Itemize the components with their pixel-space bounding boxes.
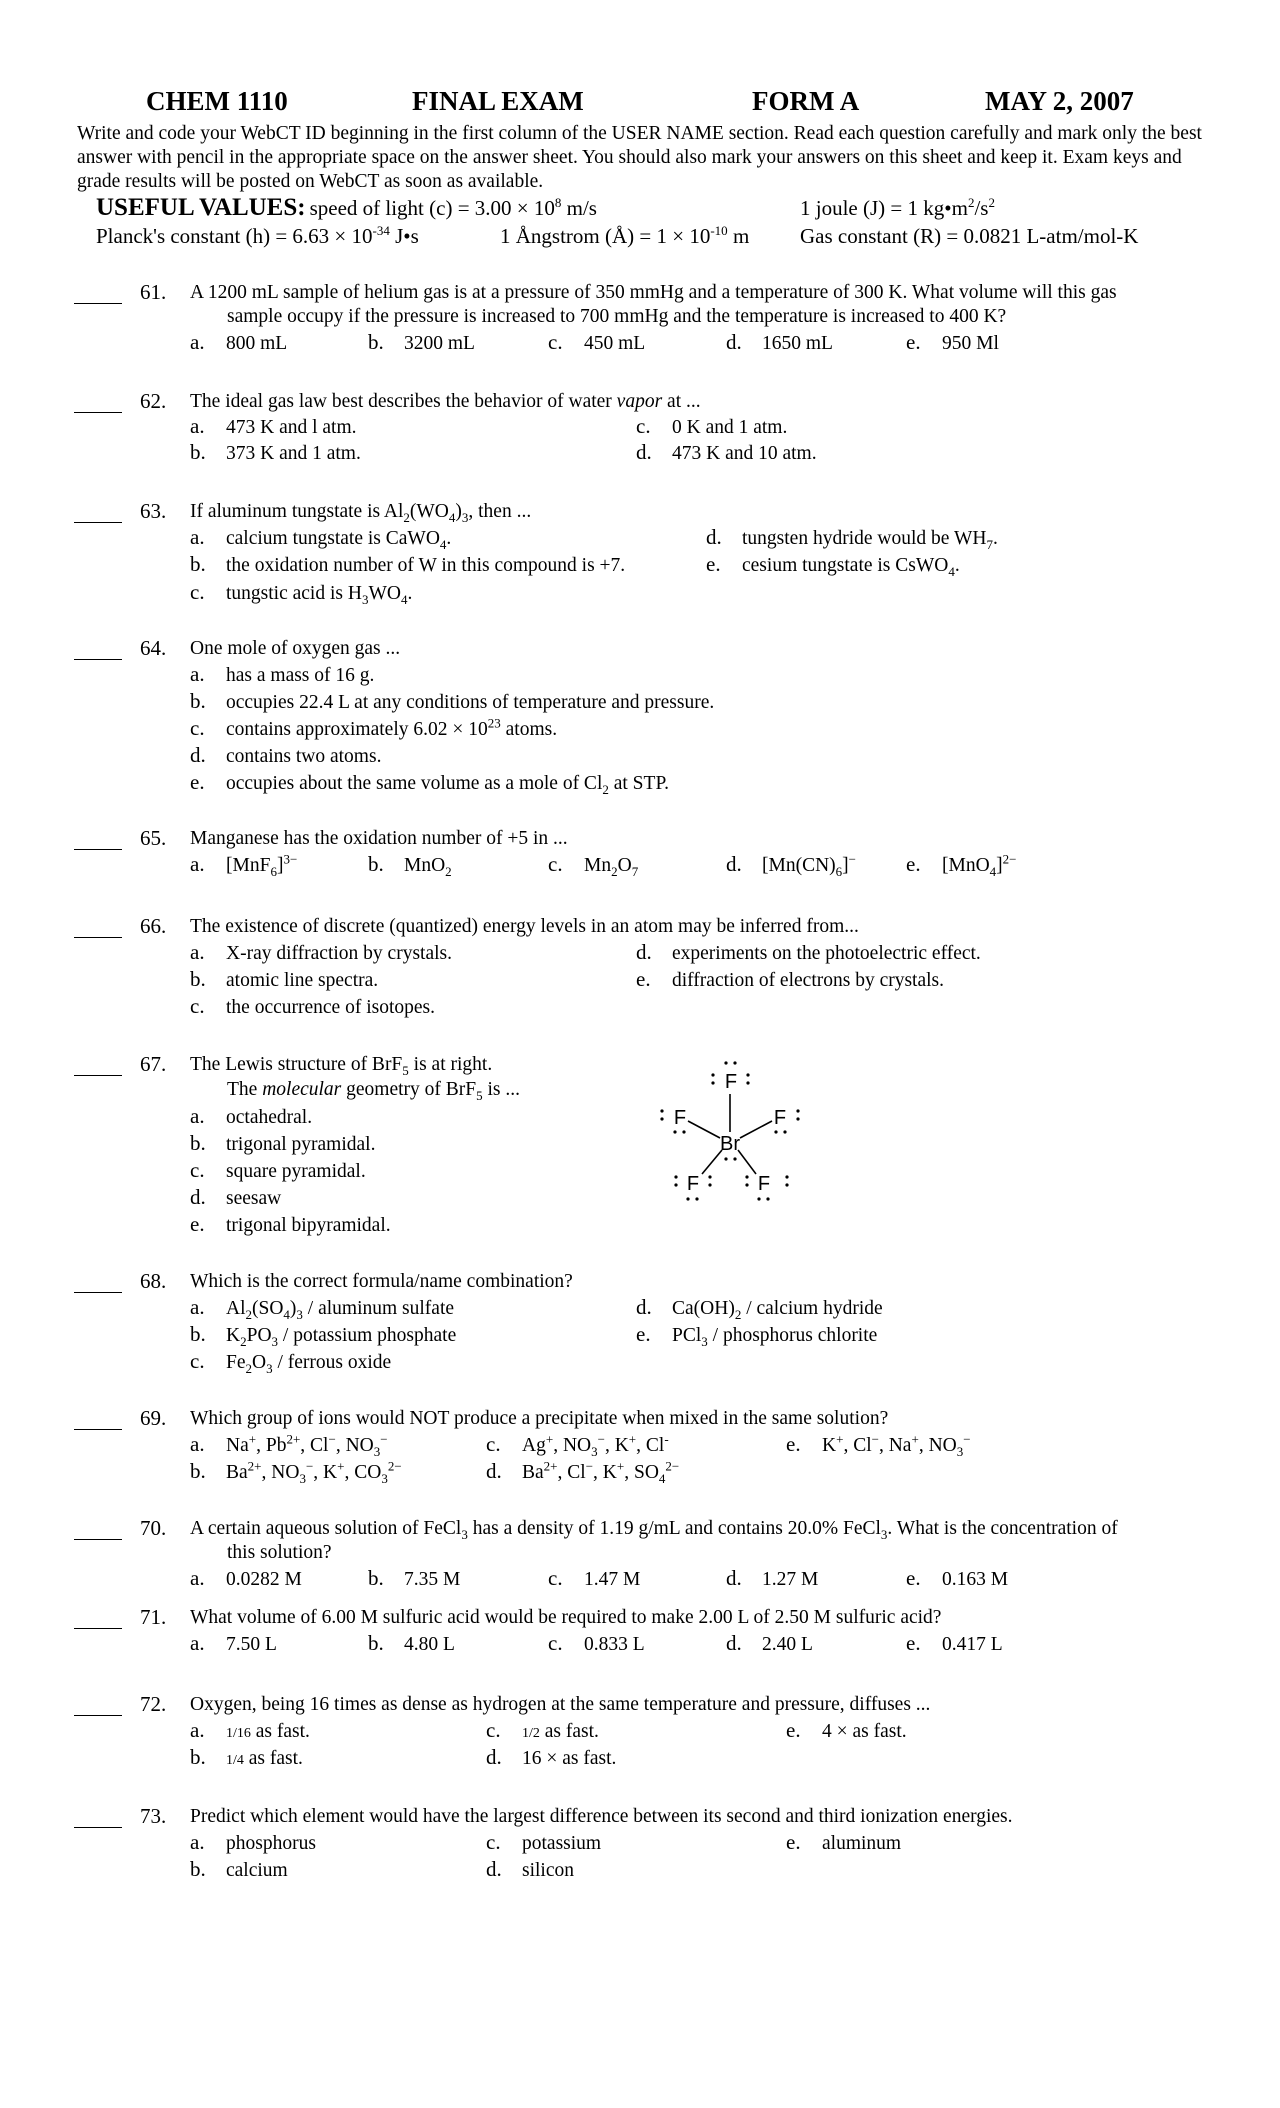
answer-blank[interactable]	[74, 1429, 122, 1430]
answer-blank[interactable]	[74, 1827, 122, 1828]
question-stem: The ideal gas law best describes the behavior of water vapor at ...	[190, 391, 701, 412]
option-a: a. phosphorus	[190, 1830, 316, 1854]
option-c: c. Ag+, $NO_3^-$, K+, Cl-	[486, 1431, 669, 1459]
answer-blank[interactable]	[74, 1292, 122, 1293]
question-stem: Predict which element would have the largest difference between its second and third ionization energies.	[190, 1806, 1013, 1827]
option-b: b. 373 K and 1 atm.	[190, 440, 361, 464]
atom-f-top: F	[724, 1071, 738, 1093]
question-stem: Manganese has the oxidation number of +5 in ...	[190, 828, 568, 849]
atom-f-lower-right: F	[757, 1173, 771, 1195]
option-c: c. 0 K and 1 atm.	[636, 414, 788, 438]
option-b: b. atomic line spectra.	[190, 967, 379, 991]
question-stem-cont: The molecular geometry of BrF$_5$ is ...	[227, 1079, 521, 1103]
answer-blank[interactable]	[74, 412, 122, 413]
question-stem-cont: this solution?	[227, 1542, 332, 1563]
option-d: d. experiments on the photoelectric effect.	[636, 940, 981, 964]
option-e: e. cesium tungstate is CsWO$_4$.	[706, 552, 960, 579]
question-stem: Which group of ions would NOT produce a precipitate when mixed in the same solution?	[190, 1408, 889, 1429]
question-number: 63.	[140, 499, 167, 523]
option-d: d. $Ba^{2+}$, Cl−, K+, $SO_4^{2-}$	[486, 1458, 680, 1486]
option-d: d. tungsten hydride would be $WH_7$.	[706, 525, 998, 552]
question-number: 64.	[140, 636, 167, 660]
question-stem: One mole of oxygen gas ...	[190, 638, 401, 659]
answer-blank[interactable]	[74, 1075, 122, 1076]
exam-form: FORM A	[752, 86, 860, 116]
option-b: b. 7.35 M	[368, 1566, 461, 1590]
angstrom-definition: 1 Ångstrom (Å) = $1 \times 10^{-10}$ m	[500, 223, 750, 248]
option-d: d. 2.40 L	[726, 1631, 813, 1655]
question-number: 66.	[140, 914, 167, 938]
atom-f-left: F	[673, 1107, 687, 1129]
option-b: b. 3200 mL	[368, 330, 475, 354]
option-d: d. 16 × as fast.	[486, 1745, 617, 1769]
option-c: c. tungstic acid is $H_3WO_4$.	[190, 580, 413, 607]
option-b: b. calcium	[190, 1857, 288, 1881]
answer-blank[interactable]	[74, 522, 122, 523]
option-b: b. occupies 22.4 L at any conditions of temperature and pressure.	[190, 689, 715, 713]
brf5-lewis-structure	[650, 1056, 810, 1206]
option-e: e. aluminum	[786, 1830, 902, 1854]
option-c: c. contains approximately $6.02 \times 10^{23}$ atoms.	[190, 715, 558, 740]
option-b: b. $K_2PO_3$ / potassium phosphate	[190, 1322, 457, 1349]
question-number: 67.	[140, 1052, 167, 1076]
question-stem: Oxygen, being 16 times as dense as hydrogen at the same temperature and pressure, diffuses ...	[190, 1694, 931, 1715]
answer-blank[interactable]	[74, 303, 122, 304]
option-a: a. $[MnF_6]^{3-}$	[190, 851, 298, 879]
option-a: a. 7.50 L	[190, 1631, 277, 1655]
option-a: a. $Al_2(SO_4)_3$ / aluminum sulfate	[190, 1295, 455, 1322]
option-d: d. contains two atoms.	[190, 743, 382, 767]
option-c: c. $Fe_2O_3$ / ferrous oxide	[190, 1349, 392, 1376]
option-a: a. calcium tungstate is CaWO$_4$.	[190, 525, 452, 552]
option-a: a. 1/16 as fast.	[190, 1718, 310, 1742]
option-d: d. 1650 mL	[726, 330, 833, 354]
option-e: e. K+, Cl−, Na+, $NO_3^-$	[786, 1431, 971, 1459]
option-e: e. 4 × as fast.	[786, 1718, 907, 1742]
option-e: e. 950 Ml	[906, 330, 999, 354]
question-number: 68.	[140, 1269, 167, 1293]
option-a: a. X-ray diffraction by crystals.	[190, 940, 452, 964]
option-c: c. the occurrence of isotopes.	[190, 994, 435, 1018]
option-d: d. seesaw	[190, 1185, 282, 1209]
bond-left	[688, 1121, 720, 1138]
option-a: a. Na+, $Pb^{2+}$, Cl−, $NO_3^-$	[190, 1431, 388, 1459]
option-a: a. has a mass of 16 g.	[190, 662, 375, 686]
option-d: d. 1.27 M	[726, 1566, 819, 1590]
answer-blank[interactable]	[74, 1539, 122, 1540]
option-e: e. diffraction of electrons by crystals.	[636, 967, 945, 991]
option-c: c. square pyramidal.	[190, 1158, 366, 1182]
course-title: CHEM 1110	[146, 86, 288, 116]
answer-blank[interactable]	[74, 1628, 122, 1629]
option-d: d. 473 K and 10 atm.	[636, 440, 817, 464]
answer-blank[interactable]	[74, 659, 122, 660]
question-number: 61.	[140, 280, 167, 304]
question-stem-cont: sample occupy if the pressure is increased to 700 mmHg and the temperature is increased to 400 K?	[227, 306, 1007, 327]
question-stem: If aluminum tungstate is $Al_2(WO_4)_3$, then ...	[190, 501, 532, 525]
option-c: c. $Mn_2O_7$	[548, 852, 639, 879]
option-a: a. 0.0282 M	[190, 1566, 302, 1590]
option-d: d. silicon	[486, 1857, 574, 1881]
joule-definition: 1 joule (J) = 1 $kg•m^2/s^2$	[800, 195, 995, 220]
question-stem: The existence of discrete (quantized) energy levels in an atom may be inferred from...	[190, 916, 859, 937]
option-b: b. $Ba^{2+}$, $NO_3^-$, K+, $CO_3^{2-}$	[190, 1458, 402, 1486]
question-number: 71.	[140, 1605, 167, 1629]
question-number: 69.	[140, 1406, 167, 1430]
question-number: 72.	[140, 1692, 167, 1716]
option-b: b. trigonal pyramidal.	[190, 1131, 376, 1155]
question-number: 70.	[140, 1516, 167, 1540]
answer-blank[interactable]	[74, 1715, 122, 1716]
option-d: d. $Ca(OH)_2$ / calcium hydride	[636, 1295, 883, 1322]
option-c: c. 1/2 as fast.	[486, 1718, 599, 1742]
answer-blank[interactable]	[74, 849, 122, 850]
atom-f-lower-left: F	[686, 1173, 700, 1195]
gas-constant: Gas constant (R) = 0.0821 L-atm/mol-K	[800, 224, 1139, 248]
option-e: e. trigonal bipyramidal.	[190, 1212, 391, 1236]
answer-blank[interactable]	[74, 937, 122, 938]
useful-values-label: USEFUL VALUES:	[96, 194, 306, 221]
question-stem: A certain aqueous solution of FeCl$_3$ has a density of 1.19 g/mL and contains 20.0% FeCl$_3$. What is the concentration of	[190, 1518, 1118, 1542]
atom-br: Br	[720, 1133, 740, 1155]
option-a: a. octahedral.	[190, 1104, 313, 1128]
option-c: c. potassium	[486, 1830, 602, 1854]
question-number: 73.	[140, 1804, 167, 1828]
bond-lower-right	[738, 1150, 756, 1174]
speed-of-light: speed of light $(c) = 3.00 \times 10^8$ m/s	[309, 195, 597, 220]
question-stem: What volume of 6.00 M sulfuric acid would be required to make 2.00 L of 2.50 M sulfuric acid?	[190, 1607, 942, 1628]
option-a: a. 473 K and l atm.	[190, 414, 357, 438]
option-b: b. the oxidation number of W in this compound is +7.	[190, 552, 626, 576]
option-b: b. 1/4 as fast.	[190, 1745, 303, 1769]
useful-values-row-1	[96, 194, 597, 222]
option-b: b. 4.80 L	[368, 1631, 455, 1655]
question-number: 65.	[140, 826, 167, 850]
option-a: a. 800 mL	[190, 330, 288, 354]
question-number: 62.	[140, 389, 167, 413]
instructions: Write and code your WebCT ID beginning in the first column of the USER NAME section. Read each question carefully and mark only the best answer with pencil in the appropriate space on the answer sheet. You should also mark your answers on this sheet and keep it. Exam keys and grade results will be posted on WebCT as soon as available.	[77, 123, 1202, 192]
question-stem: Which is the correct formula/name combination?	[190, 1271, 573, 1292]
option-b: b. MnO$_2$	[368, 852, 452, 879]
exam-title: FINAL EXAM	[412, 86, 584, 116]
option-d: d. $[Mn(CN)_6]^-$	[726, 851, 857, 879]
bond-right	[740, 1121, 772, 1138]
exam-date: MAY 2, 2007	[985, 86, 1134, 116]
question-stem: A 1200 mL sample of helium gas is at a pressure of 350 mmHg and a temperature of 300 K. What volume will this gas	[190, 282, 1117, 303]
option-c: c. 0.833 L	[548, 1631, 645, 1655]
bond-lower-left	[702, 1150, 722, 1174]
atom-f-right: F	[773, 1107, 787, 1129]
option-c: c. 450 mL	[548, 330, 646, 354]
option-e: e. occupies about the same volume as a mole of $Cl_2$ at STP.	[190, 770, 669, 797]
option-c: c. 1.47 M	[548, 1566, 641, 1590]
option-e: e. $[MnO_4]^{2-}$	[906, 851, 1017, 879]
planck-constant: Planck's constant $(h) = 6.63 \times 10^{-34}$ J•s	[96, 223, 419, 248]
question-stem: The Lewis structure of BrF$_5$ is at right.	[190, 1054, 493, 1078]
option-e: e. PCl$_3$ / phosphorus chlorite	[636, 1322, 878, 1349]
option-e: e. 0.163 M	[906, 1566, 1009, 1590]
option-e: e. 0.417 L	[906, 1631, 1003, 1655]
